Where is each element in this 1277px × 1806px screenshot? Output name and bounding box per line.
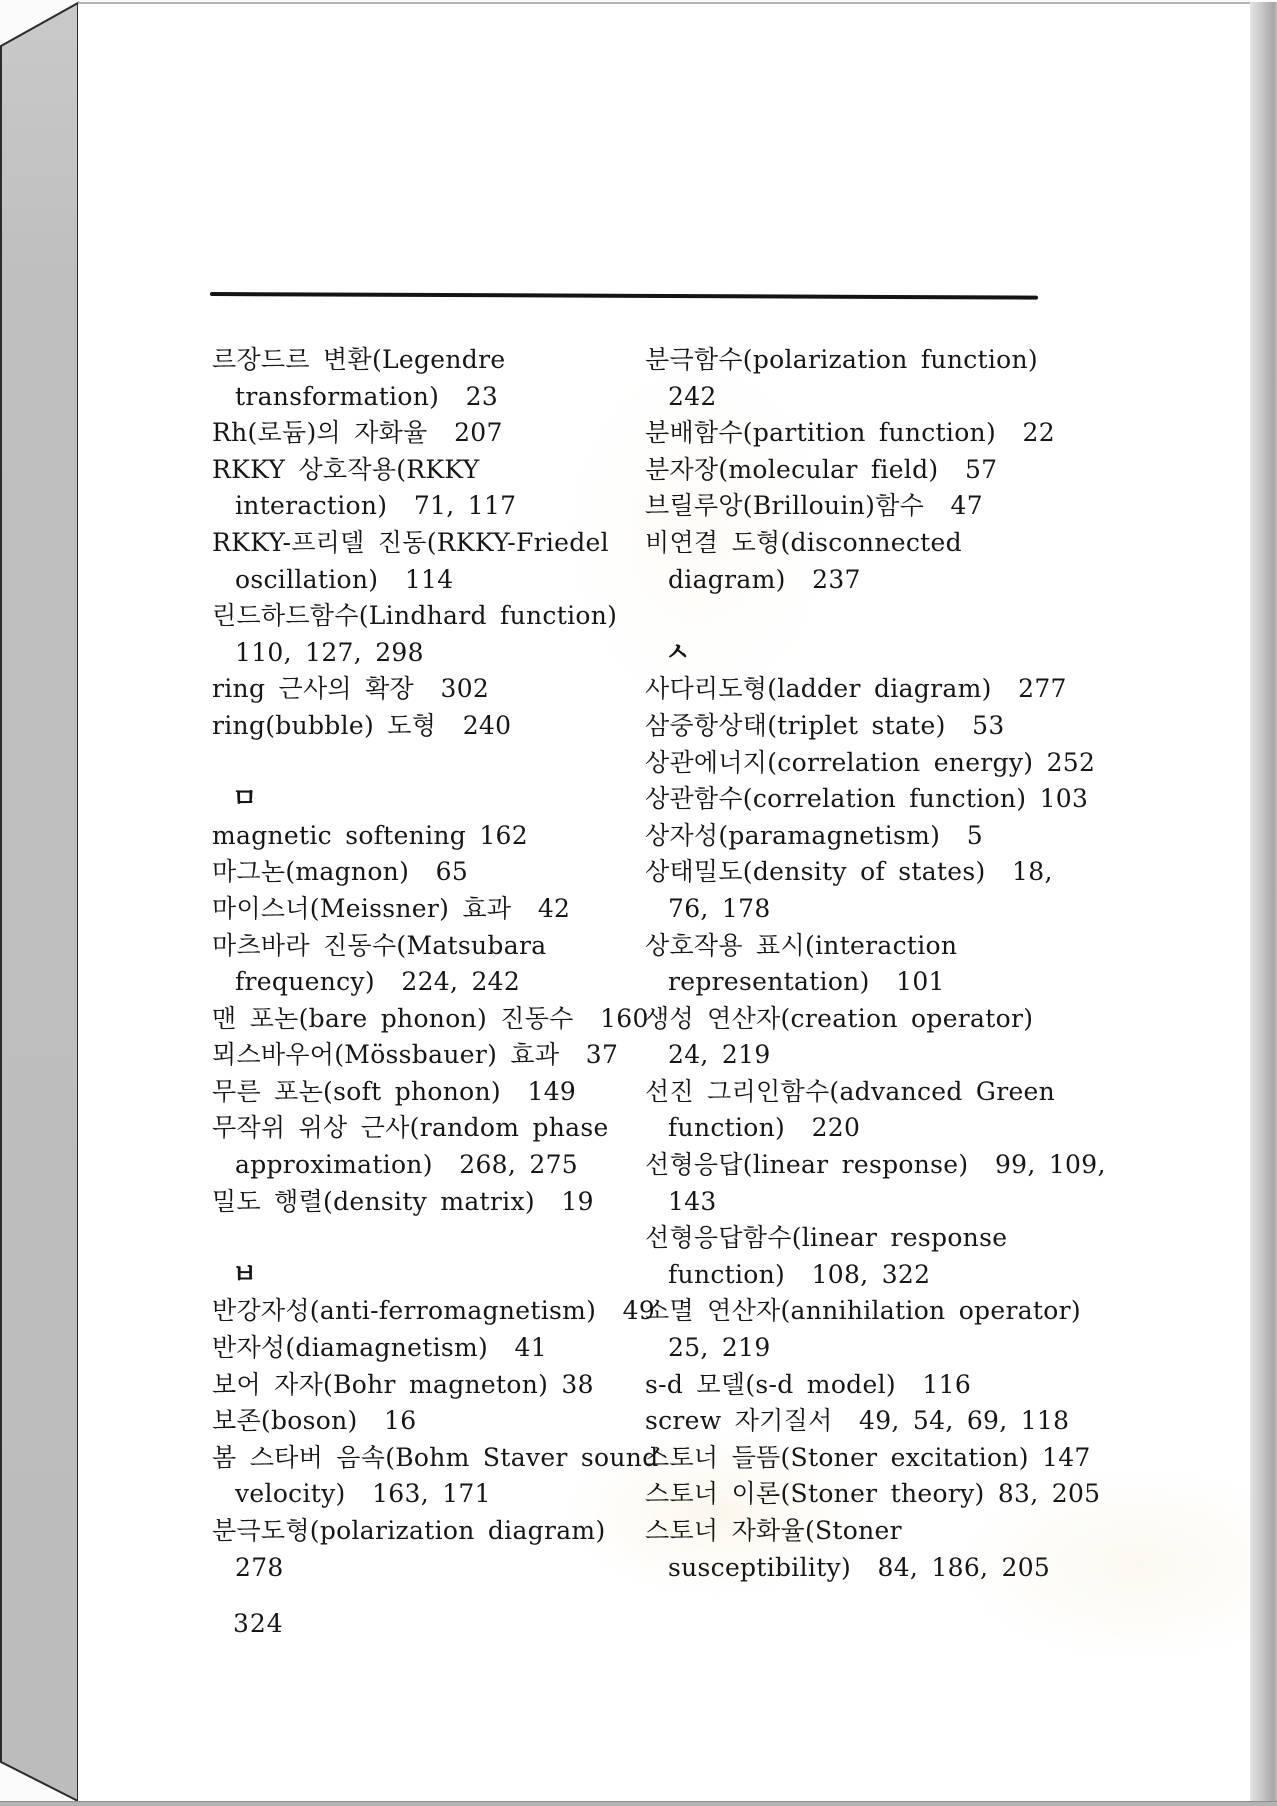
index-line-entry: 봄 스타버 음속(Bohm Staver sound	[212, 1442, 659, 1472]
index-line-blank	[645, 598, 1185, 635]
index-line-entry: 스토너 자화율(Stoner	[645, 1516, 902, 1545]
page-stack-bottom-edge	[0, 1801, 1277, 1806]
index-column-left	[212, 342, 682, 1586]
index-column-right	[645, 342, 1185, 1586]
index-line-entry: 마이스너(Meissner) 효과 42	[212, 893, 571, 923]
book-page-stack-left	[1, 3, 78, 1801]
index-line-entry: 사다리도형(ladder diagram) 277	[645, 674, 1067, 704]
index-line-entry: 마츠바라 진동수(Matsubara	[212, 930, 547, 960]
index-line-header: ㅅ	[665, 637, 691, 668]
index-line-entry: 생성 연산자(creation operator)	[645, 1003, 1034, 1033]
index-line-cont: function) 108, 322	[668, 1259, 931, 1289]
index-line-cont: representation) 101	[668, 967, 945, 997]
index-line-entry: 소멸 연산자(annihilation operator)	[645, 1296, 1081, 1326]
index-line-cont: 143	[668, 1186, 717, 1216]
index-line-cont: 24, 219	[668, 1040, 771, 1070]
book-page	[78, 2, 1250, 1801]
index-line-entry: 무작위 위상 근사(random phase	[212, 1113, 609, 1143]
index-line-entry: RKKY-프리델 진동(RKKY-Friedel	[212, 527, 609, 557]
index-line-entry: 르장드르 변환(Legendre	[212, 345, 506, 374]
index-line-cont: diagram) 237	[668, 564, 861, 594]
index-line-header: ㅁ	[232, 784, 258, 815]
index-line-entry: 상관함수(correlation function) 103	[645, 784, 1089, 814]
index-line-header: ㅂ	[232, 1259, 258, 1290]
index-line-cont: interaction) 71, 117	[235, 491, 517, 521]
index-line-entry: 삼중항상태(triplet state) 53	[645, 710, 1005, 740]
index-line-entry: 마그논(magnon) 65	[212, 857, 469, 887]
index-line-cont: 25, 219	[668, 1333, 771, 1363]
index-line-entry: 선형응답함수(linear response	[645, 1223, 1008, 1253]
page-number: 324	[233, 1609, 284, 1638]
index-line-entry: 상자성(paramagnetism) 5	[645, 820, 983, 850]
index-line-entry: 선형응답(linear response) 99, 109,	[645, 1150, 1106, 1180]
index-line-entry: 브릴루앙(Brillouin)함수 47	[645, 491, 983, 521]
index-line-entry: magnetic softening 162	[212, 820, 528, 850]
index-line-cont: velocity) 163, 171	[235, 1479, 491, 1509]
index-line-entry: s-d 모델(s-d model) 116	[645, 1369, 972, 1399]
index-line-cont: oscillation) 114	[235, 564, 454, 594]
index-line-entry: 비연결 도형(disconnected	[645, 527, 962, 557]
index-line-cont: transformation) 23	[235, 381, 499, 411]
index-line-entry: 보어 자자(Bohr magneton) 38	[212, 1369, 594, 1399]
index-line-entry: 반자성(diamagnetism) 41	[212, 1333, 547, 1363]
index-line-entry: 분극도형(polarization diagram)	[212, 1516, 606, 1545]
index-line-cont: 110, 127, 298	[235, 637, 424, 667]
index-line-entry: 반강자성(anti-ferromagnetism) 49	[212, 1296, 656, 1326]
index-line-entry: 밀도 행렬(density matrix) 19	[212, 1186, 594, 1216]
index-line-entry: ring 근사의 확장 302	[212, 674, 490, 704]
index-line-entry: 상관에너지(correlation energy) 252	[645, 747, 1096, 777]
header-rule	[210, 292, 1038, 300]
index-line-entry: 분극함수(polarization function)	[645, 345, 1038, 374]
index-line-entry: 상태밀도(density of states) 18,	[645, 857, 1053, 887]
index-line-entry: 뫼스바우어(Mössbauer) 효과 37	[212, 1040, 619, 1070]
index-line-cont: frequency) 224, 242	[235, 967, 521, 997]
index-line-entry: 상호작용 표시(interaction	[645, 930, 958, 960]
index-line-entry: 린드하드함수(Lindhard function)	[212, 601, 618, 631]
index-line-cont: approximation) 268, 275	[235, 1150, 578, 1180]
index-line-entry: Rh(로듐)의 자화율 207	[212, 418, 503, 448]
index-line-cont: 242	[668, 381, 717, 411]
index-line-entry: ring(bubble) 도형 240	[212, 710, 512, 740]
index-line-entry: 무른 포논(soft phonon) 149	[212, 1076, 577, 1106]
index-line-entry: screw 자기질서 49, 54, 69, 118	[645, 1406, 1070, 1436]
index-line-blank	[212, 745, 682, 782]
index-line-cont: function) 220	[668, 1113, 861, 1143]
index-line-entry: 스토너 이론(Stoner theory) 83, 205	[645, 1479, 1101, 1509]
index-line-entry: 보존(boson) 16	[212, 1406, 417, 1436]
index-line-entry: 맨 포논(bare phonon) 진동수 160	[212, 1003, 649, 1033]
index-line-entry: 분배함수(partition function) 22	[645, 418, 1055, 448]
index-line-blank	[212, 1220, 682, 1257]
index-line-cont: 76, 178	[668, 893, 771, 923]
index-line-entry: 스토너 들뜸(Stoner excitation) 147	[645, 1442, 1091, 1472]
index-line-entry: RKKY 상호작용(RKKY	[212, 454, 480, 484]
index-line-entry: 선진 그리인함수(advanced Green	[645, 1076, 1056, 1106]
index-line-cont: 278	[235, 1552, 284, 1582]
index-line-cont: susceptibility) 84, 186, 205	[668, 1552, 1051, 1582]
page-stack-right-edge	[1250, 2, 1277, 1801]
index-line-entry: 분자장(molecular field) 57	[645, 454, 998, 484]
